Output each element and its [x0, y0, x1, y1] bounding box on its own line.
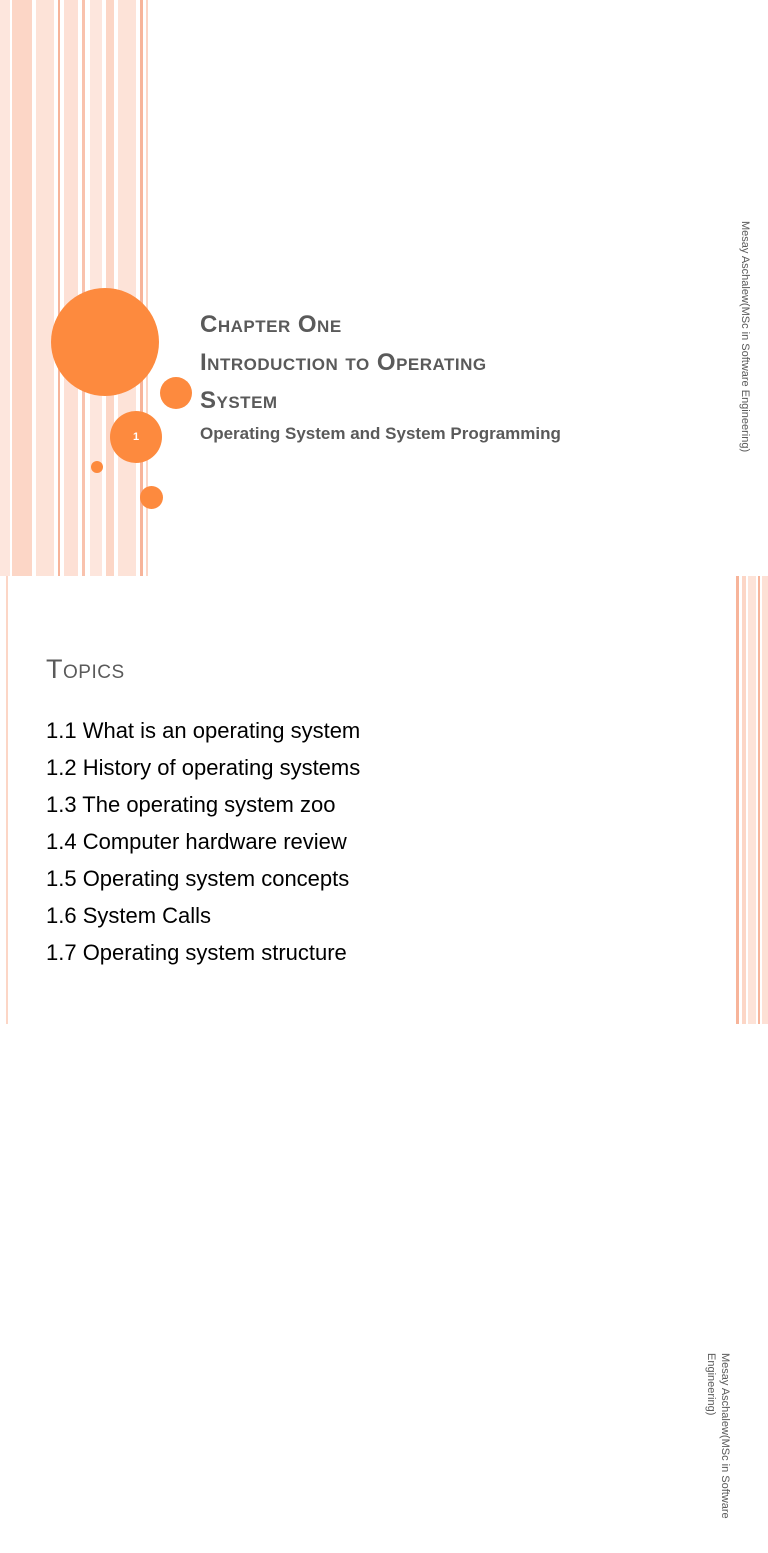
decorative-stripe: [762, 576, 768, 1024]
decorative-stripe: [82, 0, 85, 576]
decorative-stripe: [36, 0, 54, 576]
topics-list: [46, 712, 360, 971]
list-item: 1.6 System Calls: [46, 903, 212, 928]
decorative-stripe: [736, 576, 739, 1024]
title-line-3: System: [200, 387, 278, 414]
decorative-stripe: [748, 576, 756, 1024]
decorative-stripe: [6, 576, 8, 1024]
decorative-stripe: [12, 0, 32, 576]
title-line-1: Chapter One: [200, 311, 342, 338]
page-number: 1: [132, 431, 140, 443]
list-item: 1.2 History of operating systems: [46, 755, 361, 780]
list-item: 1.5 Operating system concepts: [46, 866, 350, 891]
decorative-stripe: [118, 0, 136, 576]
author-sidebar: Mesay Aschalew(MSc in Software Engineering): [739, 221, 751, 453]
decorative-stripe: [64, 0, 78, 576]
decorative-stripe: [58, 0, 60, 576]
topics-heading: Topics: [46, 654, 125, 684]
decorative-circle-small: [91, 461, 103, 473]
author-sidebar: Mesay Aschalew(MSc in Software Engineering): [705, 1353, 731, 1519]
slide-title: [200, 306, 660, 420]
list-item: 1.4 Computer hardware review: [46, 829, 347, 854]
title-line-2: Introduction to Operating: [200, 349, 487, 376]
list-item: 1.3 The operating system zoo: [46, 792, 336, 817]
decorative-stripe: [758, 576, 760, 1024]
slide-subtitle: Operating System and System Programming: [200, 424, 561, 443]
list-item: 1.1 What is an operating system: [46, 718, 361, 743]
list-item: 1.7 Operating system structure: [46, 940, 347, 965]
decorative-stripe: [742, 576, 746, 1024]
decorative-circle-large: [51, 288, 159, 396]
decorative-stripe: [0, 0, 10, 576]
decorative-circle: [140, 486, 163, 509]
title-slide: [0, 0, 768, 576]
decorative-circle: [160, 377, 192, 409]
